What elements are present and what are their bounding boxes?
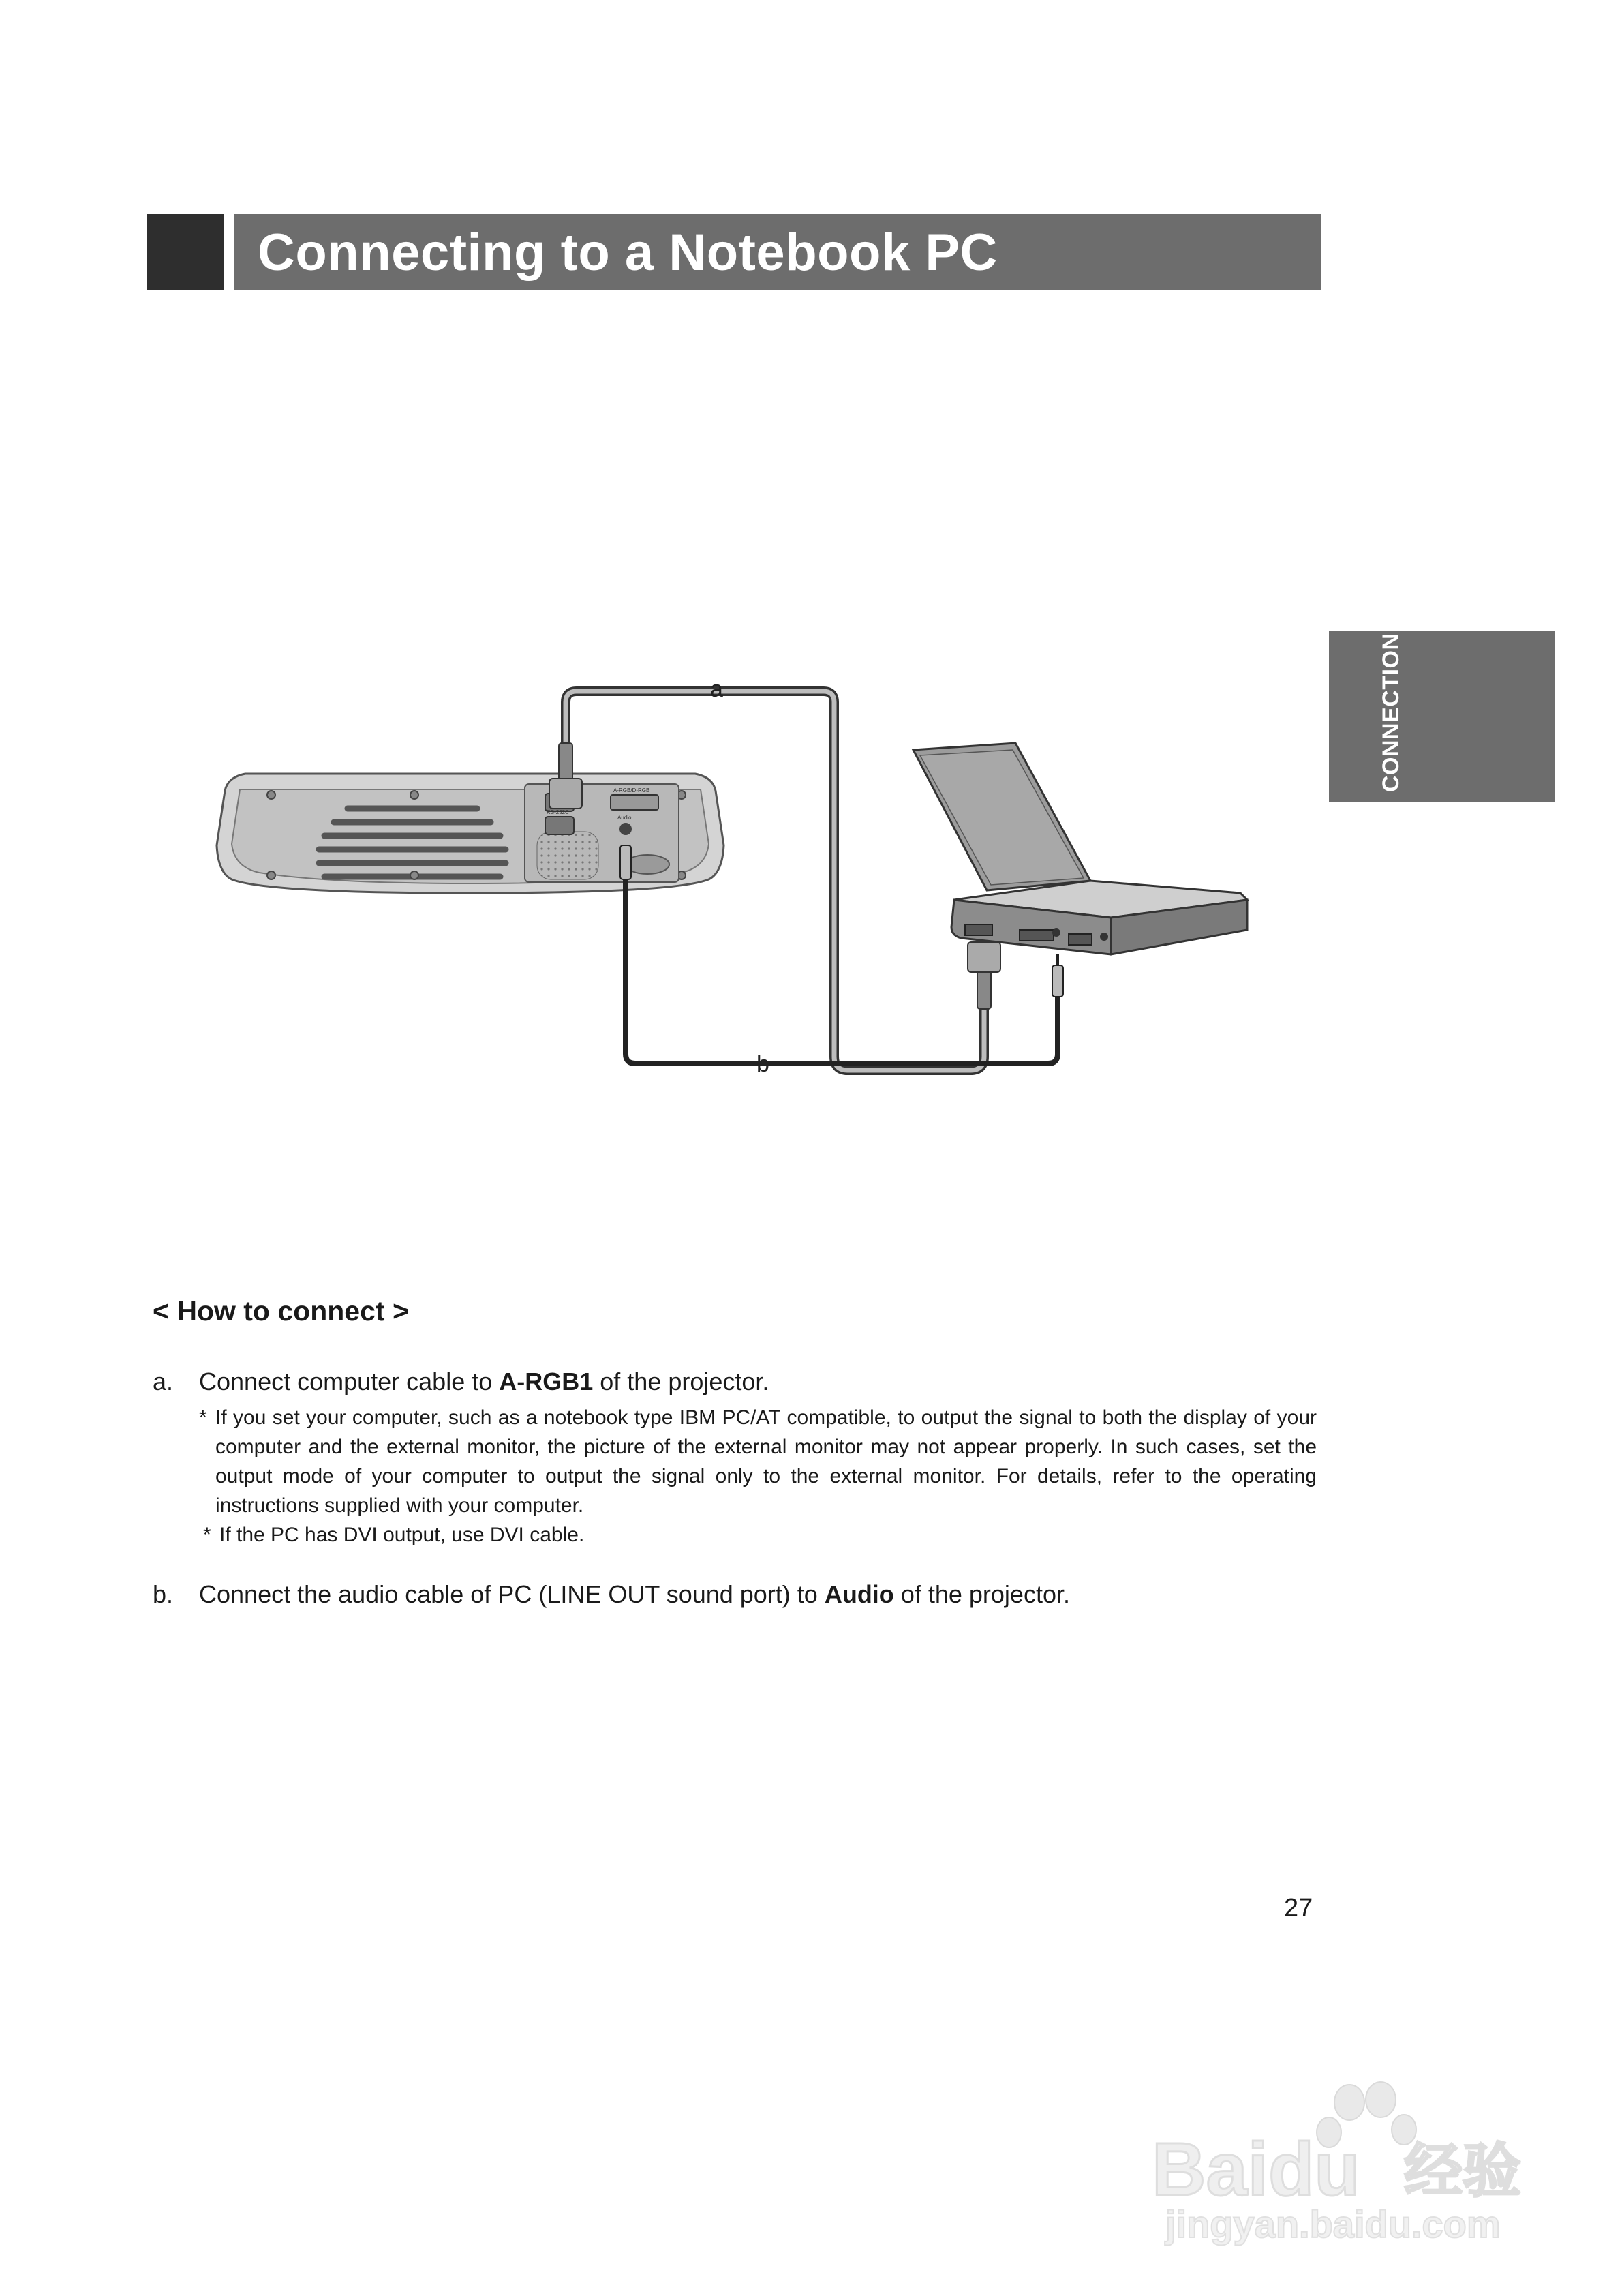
port-label-rs232c: RS-232C xyxy=(547,809,569,815)
note-dual-display xyxy=(199,1403,1317,1520)
watermark-url: jingyan.baidu.com xyxy=(1165,2203,1501,2246)
projector xyxy=(217,774,724,893)
step-a-marker: a. xyxy=(153,1368,174,1395)
step-b-marker: b. xyxy=(153,1580,174,1608)
step-a xyxy=(153,1368,769,1396)
watermark-cn: 经验 xyxy=(1404,2137,1521,2205)
step-b-text-before: Connect the audio cable of PC (LINE OUT sound port) to xyxy=(199,1580,825,1608)
how-to-connect-heading: < How to connect > xyxy=(153,1295,409,1327)
step-a-text-after: of the projector. xyxy=(593,1368,769,1395)
title-accent-block xyxy=(147,214,224,290)
title-bar xyxy=(234,214,1321,290)
step-a-notes xyxy=(199,1403,1317,1550)
page-title: Connecting to a Notebook PC xyxy=(258,223,998,282)
baidu-watermark-logo xyxy=(1145,2079,1540,2250)
note-marker: * xyxy=(203,1524,211,1546)
watermark-brand: Baidu xyxy=(1152,2128,1360,2211)
step-b-text-after: of the projector. xyxy=(893,1580,1070,1608)
notebook-pc xyxy=(913,743,1247,954)
port-label-rgb: A-RGB/D-RGB xyxy=(613,787,650,794)
step-a-port: A-RGB1 xyxy=(499,1368,594,1395)
port-label-audio: Audio xyxy=(617,815,632,821)
connection-diagram xyxy=(204,668,1281,1118)
note-dvi-text: If the PC has DVI output, use DVI cable. xyxy=(219,1524,585,1546)
speaker-grille xyxy=(537,832,598,879)
cable-a-label: a xyxy=(710,676,723,702)
step-b-port: Audio xyxy=(824,1580,894,1608)
cable-b-label: b xyxy=(756,1051,769,1077)
step-a-text-before: Connect computer cable to xyxy=(199,1368,500,1395)
step-b xyxy=(153,1580,1070,1609)
note-dvi xyxy=(203,1520,1317,1550)
note-dual-display-text: If you set your computer, such as a notebook type IBM PC/AT compatible, to output the signal to both the display of your computer and the external monitor, the picture of the external monitor may not appear properly. In such cases, set the output mode of your computer to output the signal only to the external monitor. For details, refer to the operating instructions supplied with your computer. xyxy=(215,1406,1317,1517)
note-marker: * xyxy=(199,1406,207,1429)
side-tab-label: CONNECTION xyxy=(1378,633,1404,792)
page-number: 27 xyxy=(1284,1894,1313,1922)
side-tab-connection xyxy=(1329,631,1555,802)
